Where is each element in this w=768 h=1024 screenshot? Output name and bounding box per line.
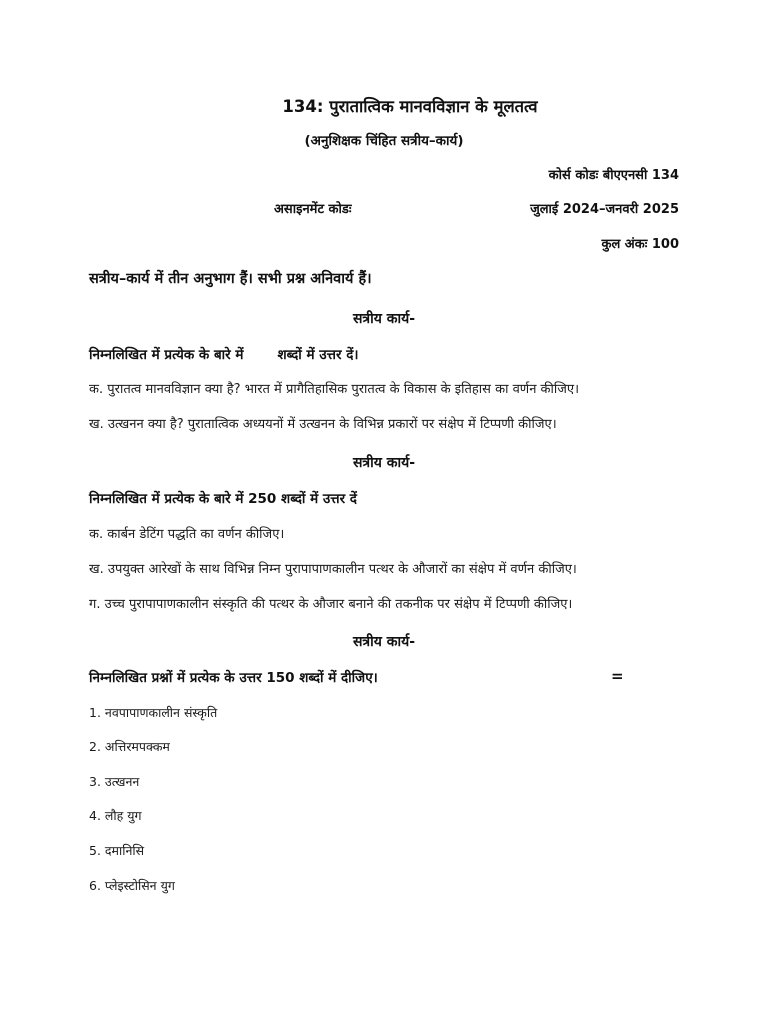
question-2b: ख. उपयुक्त आरेखों के साथ विभिन्न निम्न पुरापापाणकालीन पत्थर के औजारों का संक्षेप में वर्णन कीजिए। bbox=[89, 562, 577, 577]
list-item: 2. अत्तिरमपक्कम bbox=[89, 739, 170, 754]
page-title: 134: पुरातात्विक मानवविज्ञान के मूलतत्व bbox=[282, 97, 538, 116]
assignment-code-label: असाइनमेंट कोडः bbox=[274, 202, 352, 217]
list-item: 5. दमानिसि bbox=[89, 843, 145, 858]
question-1b: ख. उत्खनन क्या है? पुरातात्विक अध्ययनों में उत्खनन के विभिन्न प्रकारों पर संक्षेप में टिप्पणी कीजिए। bbox=[89, 417, 557, 432]
section-2-heading: सत्रीय कार्य- bbox=[352, 455, 416, 471]
section-1-instruction-part1: निम्नलिखित में प्रत्येक के बारे में bbox=[89, 347, 244, 363]
question-2c: ग. उच्च पुरापापाणकालीन संस्कृति की पत्थर के औजार बनाने की तकनीक पर संक्षेप में टिप्पणी कीजिए। bbox=[89, 597, 573, 612]
list-item: 3. उत्खनन bbox=[89, 774, 140, 789]
course-code: कोर्स कोडः बीएएनसी 134 bbox=[548, 168, 679, 183]
page-subtitle: (अनुशिक्षक चिंहित सत्रीय–कार्य) bbox=[304, 133, 464, 149]
general-note: सत्रीय–कार्य में तीन अनुभाग हैं। सभी प्रश्न अनिवार्य हैं। bbox=[89, 271, 372, 287]
section-3-heading: सत्रीय कार्य- bbox=[352, 634, 416, 650]
marks-symbol: = bbox=[611, 667, 624, 685]
list-item: 1. नवपापाणकालीन संस्कृति bbox=[89, 705, 218, 720]
max-marks: कुल अंकः 100 bbox=[601, 237, 679, 252]
section-3-instruction: निम्नलिखित प्रश्नों में प्रत्येक के उत्तर 150 शब्दों में दीजिए। bbox=[89, 670, 378, 686]
list-item: 4. लौह युग bbox=[89, 808, 142, 823]
section-2-instruction: निम्नलिखित में प्रत्येक के बारे में 250 शब्दों में उत्तर दें bbox=[89, 491, 357, 507]
question-2a: क. कार्बन डेटिंग पद्धति का वर्णन कीजिए। bbox=[89, 527, 285, 542]
section-1-instruction-part2: शब्दों में उत्तर दें। bbox=[277, 347, 359, 363]
session-period: जुलाई 2024–जनवरी 2025 bbox=[530, 202, 679, 217]
section-1-heading: सत्रीय कार्य- bbox=[352, 311, 416, 327]
question-1a: क. पुरातत्व मानवविज्ञान क्या है? भारत में प्रागैतिहासिक पुरातत्व के विकास के इतिहास का वर्णन कीजिए। bbox=[89, 382, 580, 397]
section-1-instruction bbox=[89, 345, 359, 363]
list-item: 6. प्लेइस्टोसिन युग bbox=[89, 878, 175, 893]
